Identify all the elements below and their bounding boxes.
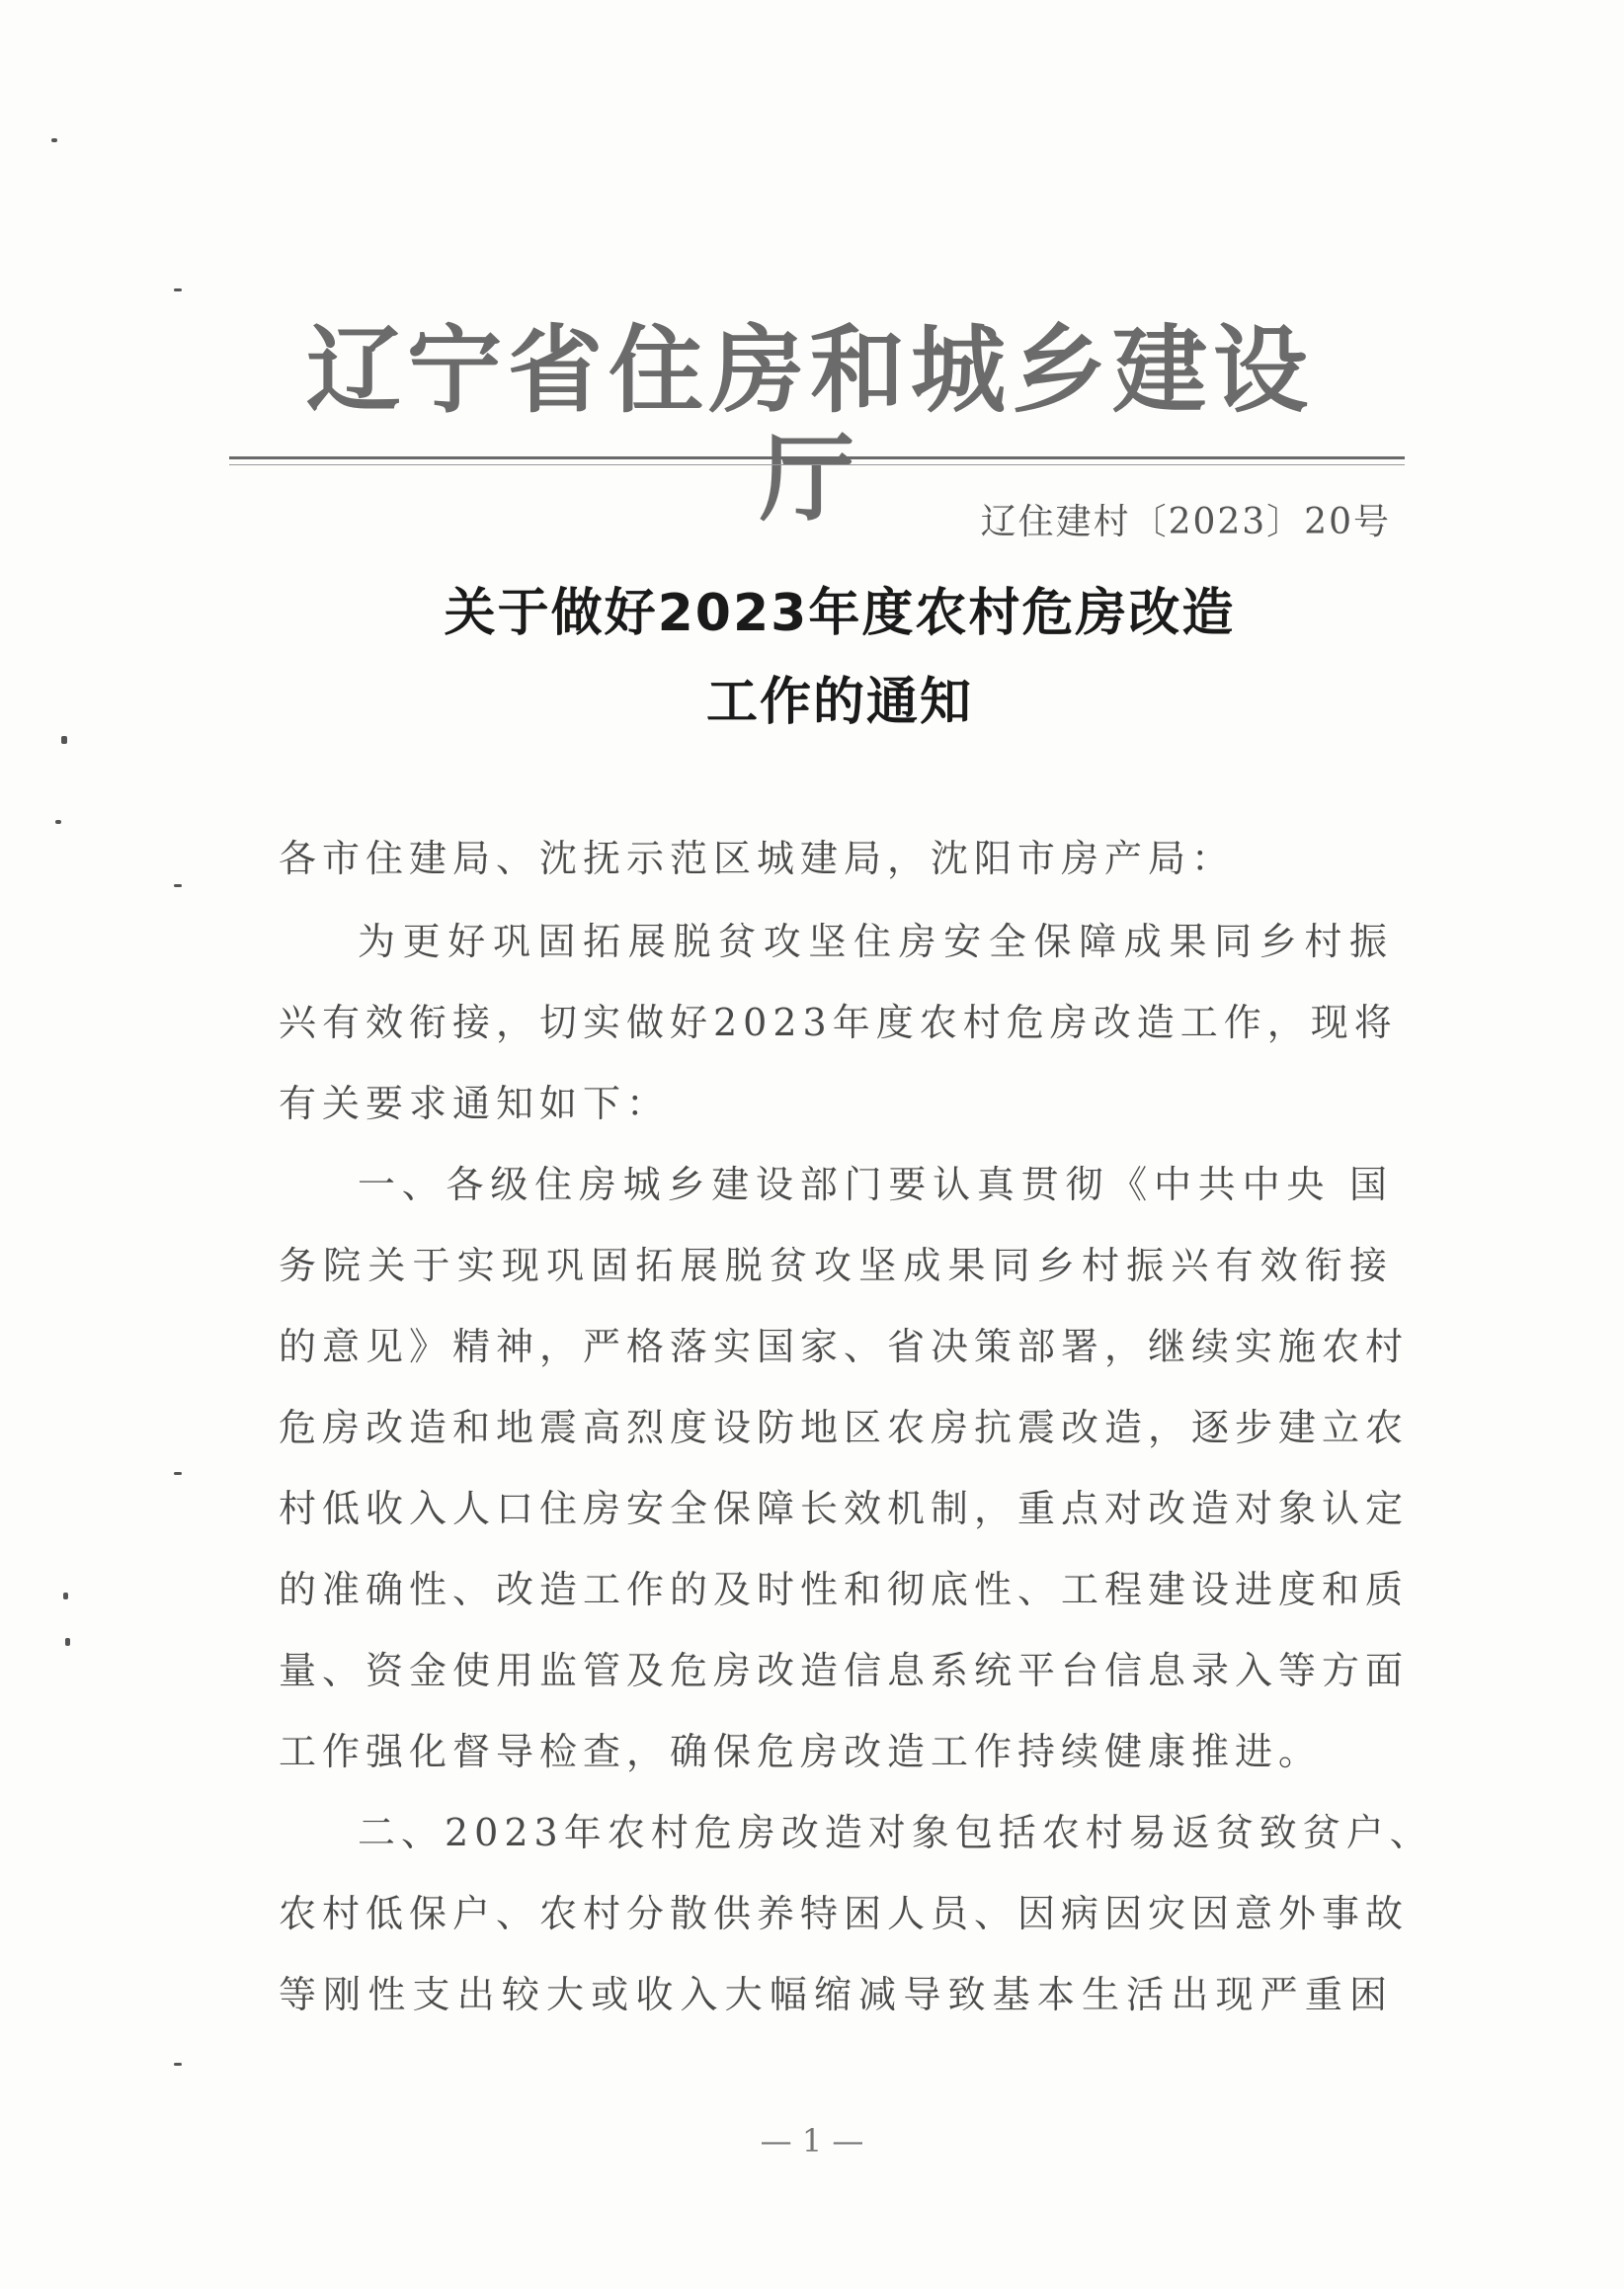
paragraph-line: 的准确性、改造工作的及时性和彻底性、工程建设进度和质 <box>279 1568 1410 1611</box>
paragraph-line: 等刚性支出较大或收入大幅缩减导致基本生活出现严重困 <box>279 1973 1393 2016</box>
paragraph-line: 为更好巩固拓展脱贫攻坚住房安全保障成果同乡村振 <box>358 920 1393 963</box>
scan-speck <box>55 820 61 824</box>
scan-speck <box>51 138 57 142</box>
paragraph-line: 二、2023年农村危房改造对象包括农村易返贫致贫户、 <box>358 1811 1433 1854</box>
scan-speck <box>174 1472 182 1475</box>
agency-letterhead: 辽宁省住房和城乡建设厅 <box>306 314 1314 534</box>
scan-speck <box>174 288 182 291</box>
addressee: 各市住建局、沈抚示范区城建局，沈阳市房产局： <box>279 837 1236 880</box>
document-number: 辽住建村〔2023〕20号 <box>980 502 1391 542</box>
scan-speck <box>65 1638 70 1646</box>
document-title-line-1: 关于做好2023年度农村危房改造 <box>444 584 1236 643</box>
paragraph-line: 一、各级住房城乡建设部门要认真贯彻《中共中央 国 <box>358 1163 1393 1206</box>
paragraph-line: 兴有效衔接，切实做好2023年度农村危房改造工作，现将 <box>279 1001 1398 1044</box>
scan-speck <box>174 2063 182 2066</box>
paragraph-line: 量、资金使用监管及危房改造信息系统平台信息录入等方面 <box>279 1649 1410 1692</box>
scan-speck <box>174 884 182 887</box>
letterhead-divider <box>229 456 1405 459</box>
scan-speck <box>61 736 67 744</box>
page-number: — 1 — <box>760 2122 864 2160</box>
paragraph-line: 工作强化督导检查，确保危房改造工作持续健康推进。 <box>279 1730 1323 1773</box>
paragraph-line: 村低收入人口住房安全保障长效机制，重点对改造对象认定 <box>279 1487 1410 1530</box>
paragraph-line: 农村低保户、农村分散供养特困人员、因病因灾因意外事故 <box>279 1892 1410 1935</box>
paragraph-line: 有关要求通知如下： <box>279 1082 671 1125</box>
paragraph-line: 的意见》精神，严格落实国家、省决策部署，继续实施农村 <box>279 1325 1410 1368</box>
paragraph-line: 务院关于实现巩固拓展脱贫攻坚成果同乡村振兴有效衔接 <box>279 1244 1393 1287</box>
scan-speck <box>63 1593 68 1599</box>
document-title-line-2: 工作的通知 <box>705 673 973 732</box>
letterhead-divider-thin <box>229 464 1405 465</box>
paragraph-line: 危房改造和地震高烈度设防地区农房抗震改造，逐步建立农 <box>279 1406 1410 1449</box>
